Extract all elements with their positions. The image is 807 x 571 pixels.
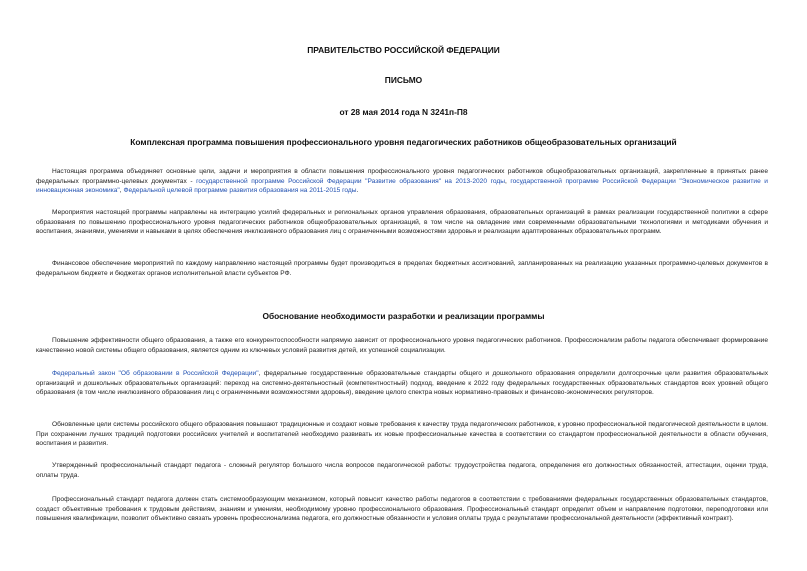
section-paragraph-5: Профессиональный стандарт педагога должен стать системообразующим механизмом, который повысит качество работы педагогов в соответствии с требованиями федеральных государственных образовательных стандартов, создаст объективные требования к трудовым действиям, знаниям и умениям, необходимому уровню профессионального образования. Профессиональный стандарт определит объем и направление подготовки, переподготовки или повышения квалификации, позволит объективно связать уровень профессионализма педагога, его должностные обязанности и условия оплаты труда с результатами профессиональной деятельности (эффективный контракт).	[36, 496, 768, 523]
section-paragraph-2	[36, 369, 768, 398]
link-federal-target-program[interactable]: Федеральной целевой программе развития образования на 2011-2015 годы	[123, 187, 357, 195]
intro-paragraph-2: Мероприятия настоящей программы направлены на интеграцию усилий федеральных и региональных органов управления образования, образовательных организаций в рамках реализации государственной политики в сфере образования по повышению профессионального уровня педагогических работников общеобразовательных организаций, в том числе на овладение ими современными образовательными технологиями и методиками обучения и воспитания, знаниями, умениями и навыками в целях обеспечения инклюзивного образования лиц с ограниченными возможностями здоровья и реализации адаптированных образовательных программ.	[36, 209, 768, 236]
section-paragraph-3: Обновленные цели системы российского общего образования повышают традиционные и создают новые требования к качеству труда педагогических работников, к уровню профессиональной педагогической деятельности в целом. При сохранении лучших традиций подготовки российских учителей и воспитателей необходимо развивать их новые профессиональные качества в соответствии со стандартом профессиональной деятельности в области обучения, воспитания и развития.	[36, 421, 768, 448]
link-gov-program-economy[interactable]: государственной программе Российской Федерации "Экономическое развитие и инновационная экономика"	[36, 177, 768, 195]
intro-paragraph-3: Финансовое обеспечение мероприятий по каждому направлению настоящей программы будет производиться в пределах бюджетных ассигнований, запланированных на реализацию указанных программно-целевых документов в федеральном бюджете и бюджетах органов исполнительной власти субъектов РФ.	[36, 260, 768, 277]
section-p2-text: , федеральные государственные образовательные стандарты общего и дошкольного образования определили долгосрочные цели развития образовательных организаций и дошкольных образовательных организаций: переход на системно-деятельностный (компетентностный) подход, введение к 2022 году федеральных государственных образовательных стандартов всех уровней общего образования (в том числе инклюзивного образования лиц с ограниченными возможностями здоровья), введение целого спектра новых нормативно-правовых и финансово-экономических регуляторов.	[36, 370, 769, 397]
intro-p1-text-a: Настоящая программа объединяет основные цели, задачи и мероприятия в области повышения профессионального уровня педагогических работников общеобразовательных организаций, закрепленные в принятых ранее федеральных программно-целевых документах -	[36, 168, 768, 185]
section-paragraph-1: Повышение эффективности общего образования, а также его конкурентоспособности напрямую зависит от профессионального уровня педагогических работников. Профессионализм работы педагога обеспечивает формирование качественно новой системы общего образования, является одним из ключевых условий развития детей, их успешной социализации.	[36, 337, 768, 354]
document-title: Комплексная программа повышения профессионального уровня педагогических работников общеобразовательных организаций	[130, 137, 677, 147]
intro-p1-text-c: ,	[119, 187, 124, 195]
section-title: Обоснование необходимости разработки и реализации программы	[262, 311, 545, 321]
document-type: ПИСЬМО	[384, 75, 423, 85]
intro-p1-text-b: ,	[504, 177, 511, 185]
link-federal-law-education[interactable]: Федеральный закон "Об образовании в Российской Федерации"	[52, 370, 259, 377]
date-number: от 28 мая 2014 года N 3241п-П8	[339, 107, 468, 117]
section-paragraph-4: Утвержденный профессиональный стандарт педагога - сложный регулятор большого числа вопросов педагогической работы: трудоустройства педагога, определения его должностных обязанностей, аттестации, оценки труда, оплаты труда.	[36, 462, 768, 479]
government-heading: ПРАВИТЕЛЬСТВО РОССИЙСКОЙ ФЕДЕРАЦИИ	[307, 45, 500, 55]
intro-p1-text-d: .	[356, 187, 359, 195]
link-gov-program-education[interactable]: государственной программе Российской Федерации "Развитие образования" на 2013-2020 годы	[196, 177, 505, 185]
intro-paragraph-1	[36, 167, 768, 196]
